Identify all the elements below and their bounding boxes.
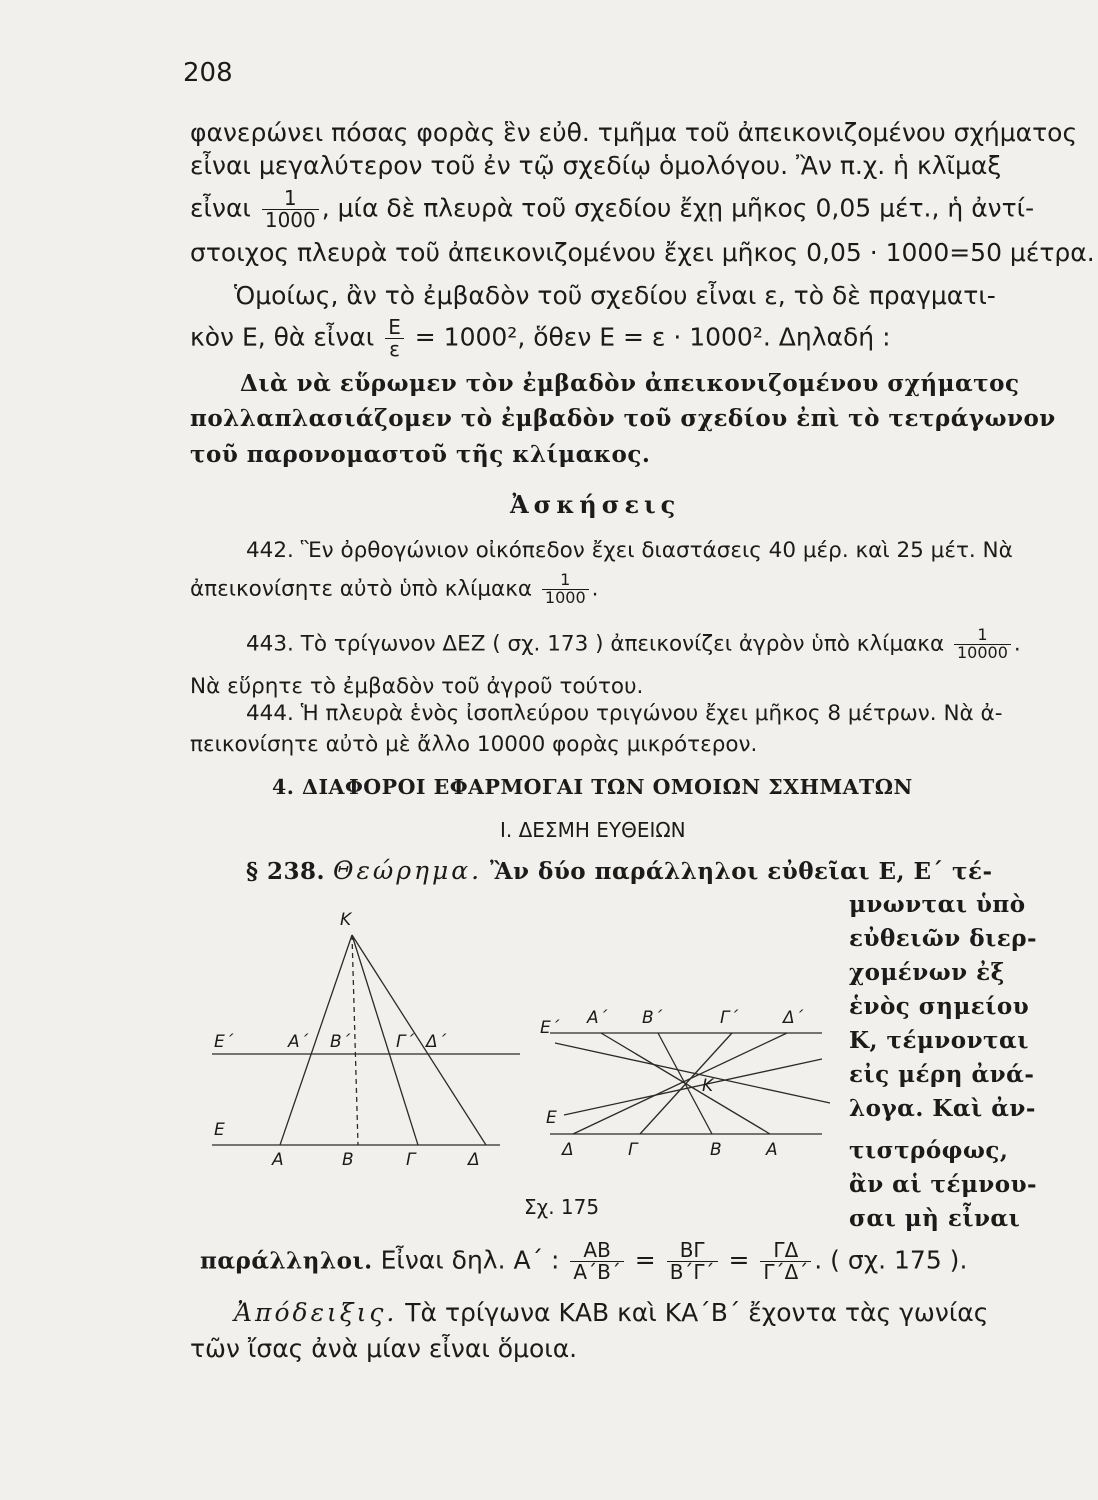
theorem-ratio-line [200,1240,967,1283]
para1-line2: εἶναι μεγαλύτερον τοῦ ἐν τῷ σχεδίῳ ὁμολόγου. Ἂν π.χ. ἡ κλῖμαξ [190,151,1002,180]
right-label-A: Α [766,1140,778,1160]
theorem-side-6: εἰς μέρη ἀνά- [849,1061,1035,1088]
page-number: 208 [183,58,233,88]
theorem-last-pre: Εἶναι δηλ. Α΄ : [380,1245,560,1275]
frac-num: ΒΓ [667,1240,718,1262]
theorem-side-5: Κ, τέμνονται [849,1027,1029,1054]
exercise-443-line1 [246,627,1021,662]
para1-line4: στοιχος πλευρὰ τοῦ ἀπεικονιζομένου ἔχει μῆκος 0,05 · 1000=50 μέτρα. [190,238,1095,267]
equals-sign: = [728,1245,750,1275]
theorem-number: § 238. [246,858,326,885]
left-label-B-prime: Β΄ [330,1032,351,1052]
right-label-D: Δ [562,1140,574,1160]
theorem-last-post: . ( σχ. 175 ). [814,1245,968,1275]
left-label-G-prime: Γ΄ [396,1032,414,1052]
exercise-444-line2: πεικονίσητε αὐτὸ μὲ ἄλλο 10000 φορὰς μικρότερον. [190,732,758,757]
theorem-side-3: χομένων ἐξ [849,959,1005,986]
theorem-side-8: τιστρόφως, [849,1137,1009,1164]
para1-line3-post: , μία δὲ πλευρὰ τοῦ σχεδίου ἔχῃ μῆκος 0,05 μέτ., ἡ ἀντί- [321,193,1035,223]
frac-den: ε [389,337,400,361]
left-label-E: Ε [214,1120,225,1140]
fraction-1-over-1000 [542,572,589,607]
rule-line3: τοῦ παρονομαστοῦ τῆς κλίμακος. [190,441,651,468]
exercise-443-line1-pre: 443. Τὸ τρίγωνον ΔΕΖ ( σχ. 173 ) ἀπεικονίζει ἀγρὸν ὑπὸ κλίμακα [246,631,945,657]
right-label-E: Ε [546,1108,557,1128]
frac-num: Ε [385,317,404,339]
exercise-442-line2-post: . [591,576,599,602]
exercise-442-line2-pre: ἀπεικονίσητε αὐτὸ ὑπὸ κλίμακα [190,576,533,602]
frac-den: 1000 [544,587,586,607]
right-label-G: Γ [628,1140,638,1160]
frac-den: Γ΄Δ΄ [763,1260,809,1284]
ratio-AB [570,1240,623,1283]
equals-sign: = [634,1245,656,1275]
frac-den: Α΄Β΄ [573,1260,621,1284]
proof-line2: τῶν ἴσας ἀνὰ μίαν εἶναι ὅμοια. [190,1334,578,1363]
left-label-K: Κ [340,910,352,930]
theorem-line1 [246,858,993,883]
theorem-side-1: μνωνται ὑπὸ [849,891,1026,918]
left-label-A-prime: Α΄ [288,1032,309,1052]
right-ray-E [564,1059,822,1115]
left-label-E-prime: Ε΄ [214,1032,234,1052]
right-ray-E-prime [555,1043,830,1103]
left-label-A: Α [272,1150,284,1170]
proof-line1-text: Τὰ τρίγωνα ΚΑΒ καὶ ΚΑ΄Β΄ ἔχοντα τὰς γωνίας [405,1298,989,1327]
para1-line3 [190,188,1034,231]
fraction-E-over-e [385,317,404,360]
right-ray-D [573,1033,787,1134]
right-label-E-prime: Ε΄ [540,1018,560,1038]
fraction-1-over-10000 [954,627,1011,662]
exercises-heading: Ἀσκήσεις [510,490,681,519]
frac-num: ΑΒ [570,1240,623,1262]
left-label-G: Γ [406,1150,416,1170]
frac-num: 1 [542,572,589,590]
figure-175 [200,895,840,1205]
right-label-A-prime: Α΄ [587,1008,608,1028]
left-ray-KB [352,935,358,1145]
right-label-G-prime: Γ΄ [720,1008,738,1028]
ratio-GD [760,1240,811,1283]
theorem-side-7: λογα. Καὶ ἀν- [849,1095,1036,1122]
frac-num: 1 [262,188,319,210]
exercise-442-line2 [190,572,598,607]
right-ray-G [640,1033,732,1134]
rule-line2: πολλαπλασιάζομεν τὸ ἐμβαδὸν τοῦ σχεδίου ἐπὶ τὸ τετράγωνον [190,405,1056,432]
exercise-442-line1: 442. Ἓν ὀρθογώνιον οἰκόπεδον ἔχει διαστάσεις 40 μέρ. καὶ 25 μέτ. Νὰ [246,538,1013,563]
frac-den: Β΄Γ΄ [669,1260,715,1284]
left-label-B: Β [342,1150,354,1170]
theorem-line1-text: Ἂν δύο παράλληλοι εὐθεῖαι Ε, Ε΄ τέ- [490,858,993,885]
para2-line1: Ὁμοίως, ἂν τὸ ἐμβαδὸν τοῦ σχεδίου εἶναι ε, τὸ δὲ πραγματι- [234,281,996,310]
para2-line2-post: = 1000², ὅθεν Ε = ε · 1000². Δηλαδή : [414,322,891,352]
right-label-D-prime: Δ΄ [783,1008,804,1028]
para2-line2-pre: κὸν Ε, θὰ εἶναι [190,322,375,352]
left-label-D-prime: Δ΄ [426,1032,447,1052]
section-heading: 4. ΔΙΑΦΟΡΟΙ ΕΦΑΡΜΟΓΑΙ ΤΩΝ ΟΜΟΙΩΝ ΣΧΗΜΑΤΩΝ [272,775,913,799]
section-subheading: Ι. ΔΕΣΜΗ ΕΥΘΕΙΩΝ [500,818,686,842]
para2-line2 [190,317,891,360]
frac-num: 1 [954,627,1011,645]
theorem-side-2: εὐθειῶν διερ- [849,925,1038,952]
left-ray-KD [352,935,486,1145]
left-label-D: Δ [468,1150,480,1170]
exercise-443-line2: Νὰ εὕρητε τὸ ἐμβαδὸν τοῦ ἀγροῦ τούτου. [190,674,644,699]
right-label-K: Κ [702,1076,714,1096]
proof-line1 [234,1300,988,1325]
exercise-444-line1: 444. Ἡ πλευρὰ ἑνὸς ἰσοπλεύρου τριγώνου ἔχει μῆκος 8 μέτρων. Νὰ ἀ- [246,701,1003,726]
theorem-side-9: ἂν αἱ τέμνου- [849,1171,1038,1198]
theorem-last-bold: παράλληλοι. [200,1247,373,1275]
fraction-1-over-1000 [262,188,319,231]
rule-line1: Διὰ νὰ εὕρωμεν τὸν ἐμβαδὸν ἀπεικονιζομένου σχήματος [240,370,1020,397]
proof-label: Ἀπόδειξις. [234,1298,398,1327]
ratio-BG [667,1240,718,1283]
frac-den: 1000 [264,208,316,232]
right-label-B: Β [710,1140,722,1160]
frac-den: 10000 [957,642,1008,662]
theorem-label: Θεώρημα. [333,856,483,885]
para1-line1: φανερώνει πόσας φορὰς ἓν εὐθ. τμῆμα τοῦ ἀπεικονιζομένου σχήματος [190,118,1078,147]
theorem-side-10: σαι μὴ εἶναι [849,1205,1021,1232]
figure-caption: Σχ. 175 [524,1195,600,1219]
theorem-side-4: ἑνὸς σημείου [849,993,1030,1020]
para1-line3-pre: εἶναι [190,193,251,223]
right-label-B-prime: Β΄ [642,1008,663,1028]
exercise-443-line1-post: . [1013,631,1021,657]
frac-num: ΓΔ [760,1240,811,1262]
